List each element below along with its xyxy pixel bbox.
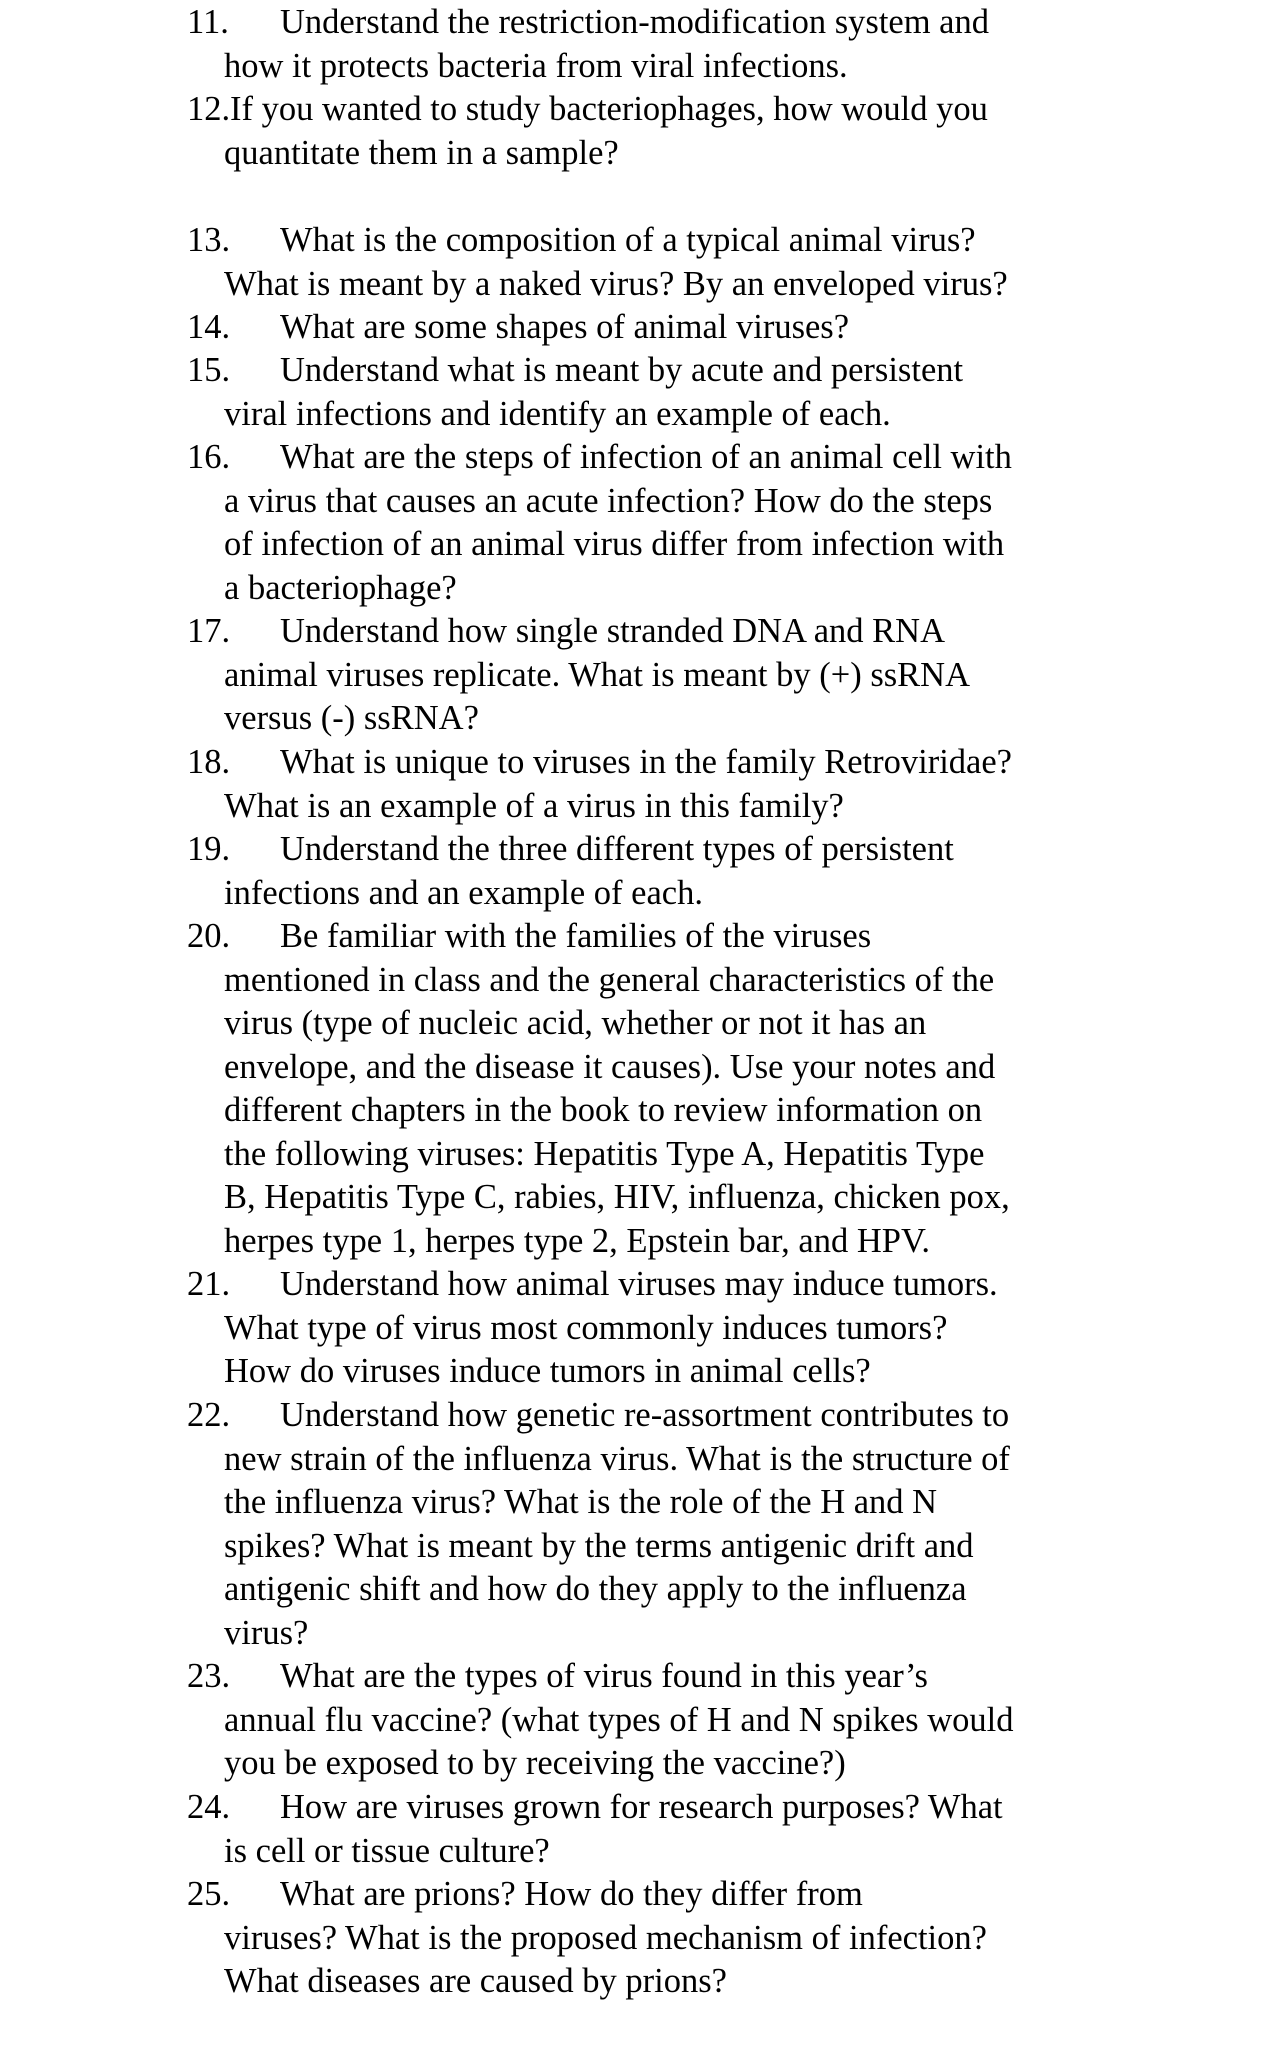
question-text-first-line: Understand how single stranded DNA and RNA <box>280 612 945 650</box>
question-text-first-line: What are the types of virus found in this year’s <box>280 1657 928 1695</box>
question-text-line: a bacteriophage? <box>224 568 457 607</box>
question-text-line: infections and an example of each. <box>224 873 703 912</box>
question-text-first-line: How are viruses grown for research purposes? What <box>280 1788 1003 1826</box>
question-text-line: of infection of an animal virus differ from infection with <box>224 525 1005 563</box>
question-text-line: How do viruses induce tumors in animal cells? <box>224 1352 871 1390</box>
question-text-line: antigenic shift and how do they apply to the influenza <box>224 1570 967 1608</box>
question-number: 23. <box>187 1657 231 1695</box>
question-text-first-line: If you wanted to study bacteriophages, how would you <box>230 90 988 128</box>
question-text-line: quantitate them in a sample? <box>224 133 619 172</box>
question-text-line: viral infections and identify an example of each. <box>224 394 891 433</box>
question-text-first-line: What are prions? How do they differ from <box>280 1875 863 1913</box>
question-text-line: spikes? What is meant by the terms antigenic drift and <box>224 1526 974 1565</box>
question-text-line: What diseases are caused by prions? <box>224 1962 727 2000</box>
question-text-line: What is an example of a virus in this family? <box>224 786 844 825</box>
question-text-line: a virus that causes an acute infection? How do the steps <box>224 481 993 520</box>
question-text-line: viruses? What is the proposed mechanism of infection? <box>224 1918 987 1957</box>
question-number: 11. <box>187 3 229 41</box>
question-text-first-line: Understand the three different types of persistent <box>280 830 954 868</box>
question-text-first-line: Understand what is meant by acute and persistent <box>280 351 964 389</box>
question-number: 24. <box>187 1788 231 1826</box>
question-number: 22. <box>187 1396 231 1434</box>
question-text-line: different chapters in the book to review information on <box>224 1091 983 1129</box>
question-number: 18. <box>187 743 231 781</box>
question-number: 17. <box>187 612 231 650</box>
question-text-first-line: What are some shapes of animal viruses? <box>280 308 850 346</box>
question-text-line: B, Hepatitis Type C, rabies, HIV, influenza, chicken pox, <box>224 1178 1010 1216</box>
question-text-line: animal viruses replicate. What is meant by (+) ssRNA <box>224 655 971 694</box>
question-text-line: What type of virus most commonly induces tumors? <box>224 1308 948 1347</box>
question-text-first-line: What is the composition of a typical animal virus? <box>280 221 976 259</box>
question-text-line: you be exposed to by receiving the vaccine?) <box>224 1744 846 1782</box>
question-number: 14. <box>187 308 231 346</box>
question-number: 12. <box>187 90 231 128</box>
question-text-first-line: Understand the restriction-modification system and <box>280 3 989 41</box>
question-number: 19. <box>187 830 231 868</box>
question-text-first-line: What are the steps of infection of an animal cell with <box>280 438 1012 476</box>
question-text-line: versus (-) ssRNA? <box>224 699 479 737</box>
question-text-first-line: Be familiar with the families of the viruses <box>280 917 872 955</box>
question-text-line: is cell or tissue culture? <box>224 1831 550 1870</box>
question-text-line: the following viruses: Hepatitis Type A, Hepatitis Type <box>224 1134 985 1173</box>
question-text-first-line: Understand how animal viruses may induce tumors. <box>280 1265 998 1303</box>
question-number: 13. <box>187 221 231 259</box>
question-text-line: virus? <box>224 1613 309 1652</box>
question-text-first-line: What is unique to viruses in the family Retroviridae? <box>280 743 1012 781</box>
question-text-line: how it protects bacteria from viral infections. <box>224 46 848 85</box>
question-text-line: mentioned in class and the general characteristics of the <box>224 960 995 999</box>
question-number: 20. <box>187 917 231 955</box>
question-number: 16. <box>187 438 231 476</box>
question-text-first-line: Understand how genetic re-assortment contributes to <box>280 1396 1010 1434</box>
question-number: 15. <box>187 351 231 389</box>
question-text-line: virus (type of nucleic acid, whether or not it has an <box>224 1004 927 1042</box>
question-number: 25. <box>187 1875 231 1913</box>
question-text-line: herpes type 1, herpes type 2, Epstein bar, and HPV. <box>224 1221 931 1260</box>
question-text-line: What is meant by a naked virus? By an enveloped virus? <box>224 264 1008 303</box>
question-text-line: annual flu vaccine? (what types of H and N spikes would <box>224 1700 1014 1739</box>
question-text-line: new strain of the influenza virus. What is the structure of <box>224 1439 1010 1478</box>
question-text-line: the influenza virus? What is the role of the H and N <box>224 1483 938 1521</box>
question-text-line: envelope, and the disease it causes). Use your notes and <box>224 1047 996 1086</box>
question-number: 21. <box>187 1265 231 1303</box>
